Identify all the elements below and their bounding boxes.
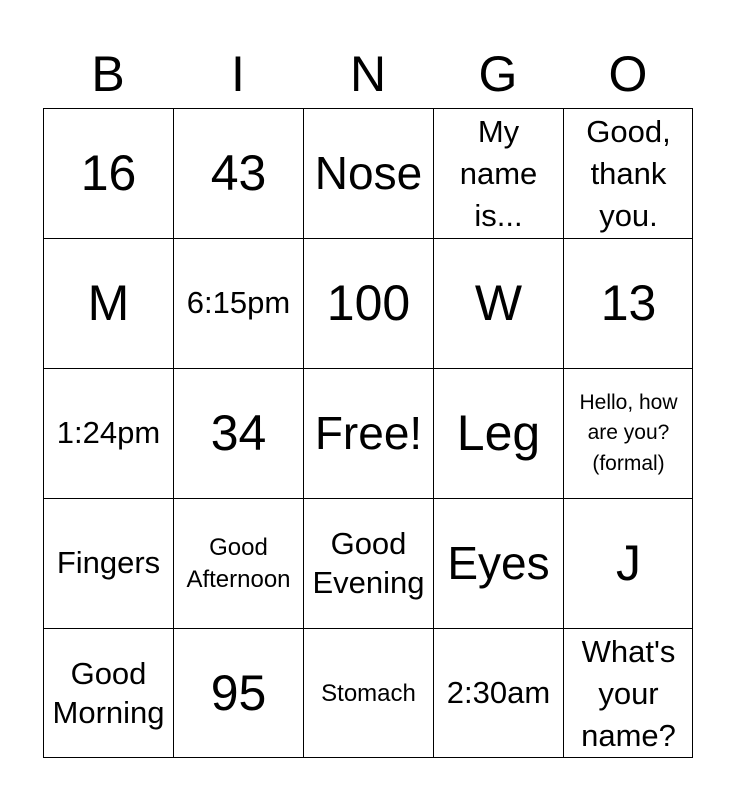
bingo-cell[interactable]: 34	[173, 368, 303, 498]
bingo-cell[interactable]: W	[433, 238, 563, 368]
bingo-cell[interactable]: Good Afternoon	[173, 498, 303, 628]
bingo-card-grid	[43, 108, 693, 758]
bingo-cell[interactable]: 2:30am	[433, 628, 563, 758]
bingo-cell[interactable]: Leg	[433, 368, 563, 498]
header-letter-g: G	[478, 46, 518, 102]
bingo-cell[interactable]: 16	[43, 108, 173, 238]
header-letter-b: B	[91, 46, 125, 102]
bingo-cell[interactable]: 13	[563, 238, 693, 368]
bingo-cell[interactable]: 100	[303, 238, 433, 368]
bingo-cell[interactable]: 6:15pm	[173, 238, 303, 368]
bingo-cell[interactable]: Hello, how are you? (formal)	[563, 368, 693, 498]
bingo-cell[interactable]: Eyes	[433, 498, 563, 628]
bingo-cell[interactable]: Good Evening	[303, 498, 433, 628]
bingo-cell[interactable]: J	[563, 498, 693, 628]
bingo-cell[interactable]: 95	[173, 628, 303, 758]
bingo-cell[interactable]: 43	[173, 108, 303, 238]
bingo-cell[interactable]: Fingers	[43, 498, 173, 628]
bingo-cell[interactable]: Good, thank you.	[563, 108, 693, 238]
bingo-cell[interactable]: Stomach	[303, 628, 433, 758]
bingo-header	[43, 40, 693, 108]
header-letter-i: I	[231, 46, 245, 102]
bingo-cell[interactable]: Nose	[303, 108, 433, 238]
bingo-cell[interactable]: M	[43, 238, 173, 368]
bingo-cell[interactable]: Free!	[303, 368, 433, 498]
bingo-cell[interactable]: Good Morning	[43, 628, 173, 758]
header-letter-n: N	[349, 46, 387, 102]
bingo-cell[interactable]: 1:24pm	[43, 368, 173, 498]
bingo-cell[interactable]: What's your name?	[563, 628, 693, 758]
header-letter-o: O	[608, 46, 648, 102]
bingo-cell[interactable]: My name is...	[433, 108, 563, 238]
